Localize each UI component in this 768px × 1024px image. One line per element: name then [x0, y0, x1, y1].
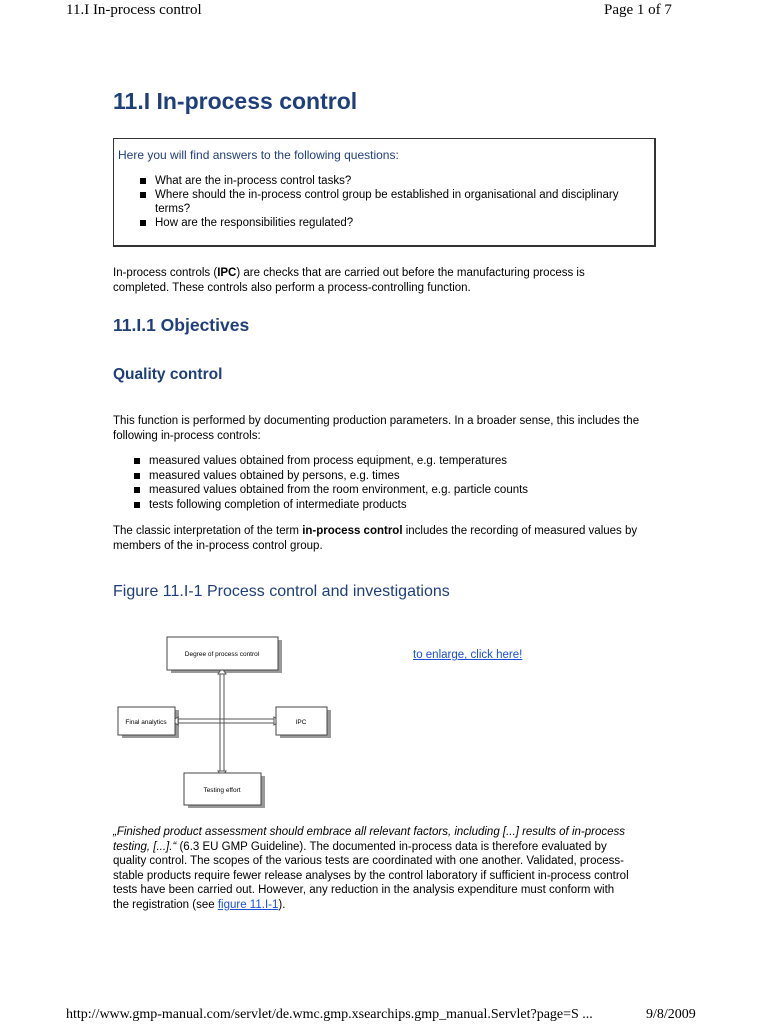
in-process-control-term: in-process control — [302, 525, 403, 537]
section-objectives-heading: 11.I.1 Objectives — [113, 315, 250, 335]
classic-text-end: includes the recording of measured values by members of the in-process control group. — [113, 525, 638, 552]
classic-text-start: The classic interpretation of the term — [113, 525, 303, 537]
classic-interpretation-paragraph — [113, 524, 658, 553]
questions-intro: Here you will find answers to the following questions: — [118, 148, 399, 162]
intro-paragraph — [113, 266, 633, 295]
enlarge-figure-link[interactable]: to enlarge, click here! — [413, 649, 523, 661]
list-item: measured values obtained by persons, e.g. times — [134, 469, 654, 484]
questions-list — [140, 174, 648, 230]
figure-reference-link[interactable]: figure 11.I-1 — [217, 898, 279, 911]
process-control-diagram[interactable] — [114, 630, 354, 812]
figure-title: Figure 11.I-1 Process control and investigations — [113, 583, 450, 600]
intro-text-end: ) are checks that are carried out before the manufacturing process is completed. These controls also perform a process-controlling function. — [113, 267, 585, 294]
diagram-label-testing-effort: Testing effort — [203, 787, 241, 794]
in-process-controls-list — [134, 454, 654, 512]
intro-text-start: In-process controls ( — [113, 267, 218, 279]
closing-text-end: ). — [278, 898, 286, 911]
closing-text: (6.3 EU GMP Guideline). The documented in-process data is therefore evaluated by quality control. The scopes of the various tests are coordinated with one another. Validated, process-stable products require fewer release analyses by the control laboratory if sufficient in-process control tests have been carried out. However, any reduction in the analysis expenditure must conform with the registration (see — [113, 840, 629, 911]
diagram-label-process-control: Degree of process control — [184, 651, 260, 658]
quality-control-heading: Quality control — [113, 366, 223, 383]
quality-control-paragraph: This function is performed by documenting production parameters. In a broader sense, this includes the following in-process controls: — [113, 415, 640, 442]
list-item: measured values obtained from process equipment, e.g. temperatures — [134, 454, 654, 469]
question-item: Where should the in-process control group be established in organisational and disciplinary terms? — [140, 188, 648, 216]
diagram-label-final-analytics: Final analytics — [125, 719, 167, 726]
header-title: 11.I In-process control — [66, 2, 202, 18]
list-item: tests following completion of intermediate products — [134, 498, 654, 513]
question-item: How are the responsibilities regulated? — [140, 216, 648, 230]
closing-paragraph — [113, 825, 633, 912]
questions-box — [113, 138, 656, 247]
footer-url: http://www.gmp-manual.com/servlet/de.wmc.gmp.xsearchips.gmp_manual.Servlet?page=S ... — [66, 1007, 593, 1022]
page-indicator: Page 1 of 7 — [604, 2, 672, 18]
gmp-quote: „Finished product assessment should embrace all relevant factors, including [...] results of in-process testing, [...].“ — [113, 826, 625, 853]
footer-date: 9/8/2009 — [646, 1007, 696, 1022]
diagram-label-ipc: IPC — [295, 719, 307, 726]
question-item: What are the in-process control tasks? — [140, 174, 648, 188]
list-item: measured values obtained from the room environment, e.g. particle counts — [134, 483, 654, 498]
page-title: 11.I In-process control — [113, 88, 358, 114]
ipc-abbreviation: IPC — [217, 267, 237, 279]
